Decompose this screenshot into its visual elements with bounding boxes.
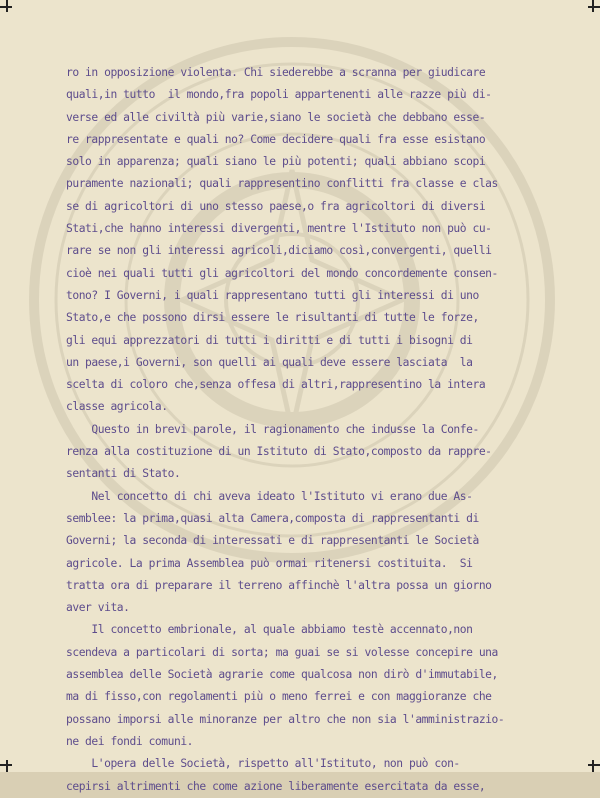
text-line: se di agricoltori di uno stesso paese,o fra agricoltori di diversi <box>66 199 486 213</box>
text-line: Il concetto embrionale, al quale abbiamo testè accennato,non <box>66 623 473 637</box>
text-line: ne dei fondi comuni. <box>66 734 194 748</box>
text-line: Questo in brevi parole, il ragionamento che indusse la Confe- <box>66 422 479 436</box>
text-line: gli equi apprezzatori di tutti i diritti e di tutti i bisogni di <box>66 333 473 347</box>
text-line: renza alla costituzione di un Istituto di Stato,composto da rappre- <box>66 445 492 459</box>
text-line: L'opera delle Società, rispetto all'Istituto, non può con- <box>66 757 460 771</box>
text-line: cepirsi altrimenti che come azione liberamente esercitata da esse, <box>66 779 486 793</box>
text-line: assemblea delle Società agrarie come qualcosa non dirò d'immutabile, <box>66 668 498 682</box>
crop-mark <box>6 760 8 772</box>
text-line: Nel concetto di chi aveva ideato l'Istituto vi erano due As- <box>66 489 473 503</box>
text-line: puramente nazionali; quali rappresentino conflitti fra classe e clas <box>66 177 498 191</box>
text-line: un paese,i Governi, son quelli ai quali deve essere lasciata la <box>66 355 473 369</box>
crop-mark <box>0 764 12 766</box>
crop-mark <box>588 6 600 8</box>
text-line: agricole. La prima Assemblea può ormai ritenersi costituita. Si <box>66 556 473 570</box>
text-line: tono? I Governi, i quali rappresentano tutti gli interessi di uno <box>66 288 479 302</box>
text-line: re rappresentate e quali no? Come decidere quali fra esse esistano <box>66 132 486 146</box>
text-line: Stati,che hanno interessi divergenti, mentre l'Istituto non può cu- <box>66 222 492 236</box>
text-line: scelta di coloro che,senza offesa di altri,rappresentino la intera <box>66 378 486 392</box>
text-line: possano imporsi alle minoranze per altro che non sia l'amministrazio- <box>66 712 505 726</box>
crop-mark <box>0 6 12 8</box>
text-line: cioè nei quali tutti gli agricoltori del mondo concordemente consen- <box>66 266 498 280</box>
text-line: verse ed alle civiltà più varie,siano le società che debbano esse- <box>66 110 486 124</box>
crop-mark <box>592 760 594 772</box>
text-line: Governi; la seconda di interessati e di rappresentanti le Società <box>66 534 479 548</box>
text-line: quali,in tutto il mondo,fra popoli appartenenti alle razze più di- <box>66 88 492 102</box>
text-line: sentanti di Stato. <box>66 467 181 481</box>
text-line: classe agricola. <box>66 400 168 414</box>
text-line: tratta ora di preparare il terreno affinchè l'altra possa un giorno <box>66 578 492 592</box>
text-line: ro in opposizione violenta. Chi siederebbe a scranna per giudicare <box>66 66 486 79</box>
text-line: solo in apparenza; quali siano le più potenti; quali abbiano scopi <box>66 155 486 169</box>
text-line: aver vita. <box>66 601 130 615</box>
crop-mark <box>588 764 600 766</box>
text-line: rare se non gli interessi agricoli,diciamo così,convergenti, quelli <box>66 244 492 258</box>
text-line: ma di fisso,con regolamenti più o meno ferrei e con maggioranze che <box>66 690 492 704</box>
typed-text-body <box>66 62 566 798</box>
text-line: Stato,e che possono dirsi essere le risultanti di tutte le forze, <box>66 311 479 325</box>
text-line: semblee: la prima,quasi alta Camera,composta di rappresentanti di <box>66 511 479 525</box>
text-line: scendeva a particolari di sorta; ma guai se si volesse concepire una <box>66 645 498 659</box>
